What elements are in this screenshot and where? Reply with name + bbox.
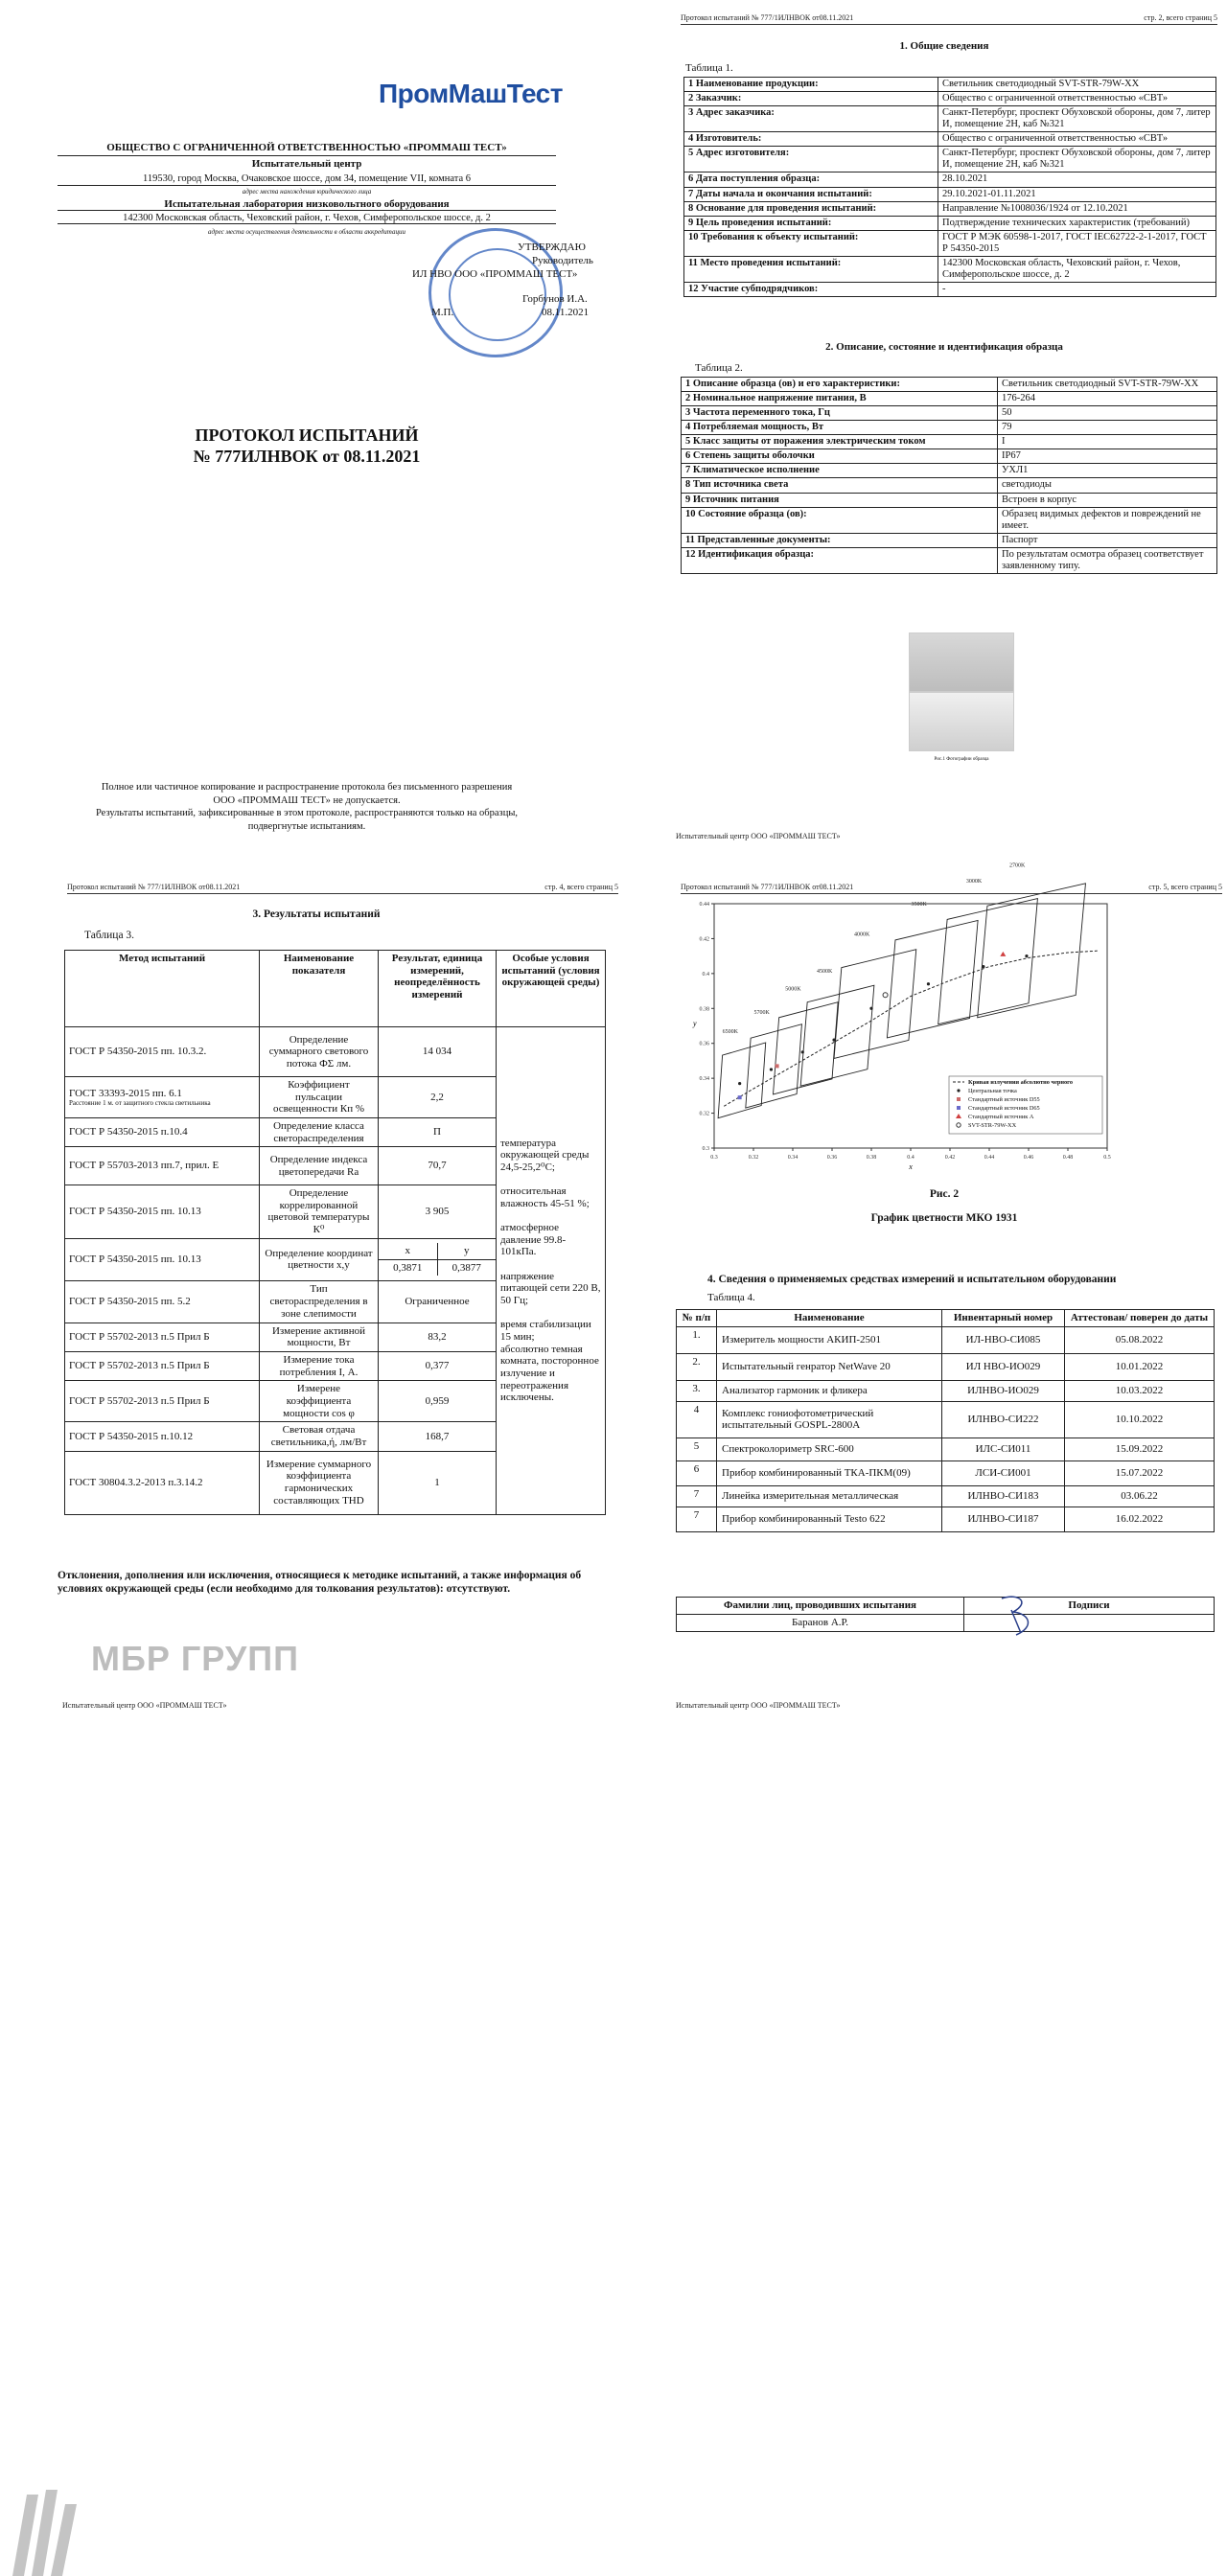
field-value: 29.10.2021-01.11.2021	[938, 187, 1216, 201]
field-value: Образец видимых дефектов и повреждений не имеет.	[998, 507, 1217, 533]
result-cell	[379, 1238, 497, 1280]
table1-caption: Таблица 1.	[685, 62, 733, 74]
equipment-name: Испытательный генратор NetWave 20	[717, 1353, 942, 1380]
method-text: ГОСТ 33393-2015 пп. 6.1	[69, 1087, 182, 1099]
equipment-name: Спектроколориметр SRC-600	[717, 1438, 942, 1460]
results-page	[0, 877, 633, 1734]
coord-x-label: x	[379, 1243, 437, 1259]
coord-y-label: y	[437, 1243, 496, 1259]
center-point	[927, 982, 930, 985]
y-tick-label: 0.3	[702, 1146, 709, 1152]
table1-row	[684, 201, 1216, 216]
field-label: 8 Основание для проведения испытаний:	[684, 201, 938, 216]
table1-row	[684, 230, 1216, 256]
result-cell: 3 905	[379, 1185, 497, 1239]
method-cell	[65, 1185, 260, 1239]
method-text: ГОСТ Р 54350-2015 пп. 5.2	[69, 1295, 191, 1307]
cct-region	[834, 950, 916, 1059]
center-address: 119530, город Москва, Очаковское шоссе, дом 34, помещение VII, комната 6	[58, 173, 556, 186]
table2-row	[682, 507, 1217, 533]
field-value: ГОСТ Р МЭК 60598-1-2017, ГОСТ IEC62722-2-1-2017, ГОСТ Р 54350-2015	[938, 230, 1216, 256]
notice-line: Полное или частичное копирование и распространение протокола без письменного разрешения	[101, 782, 513, 793]
signature-header: Подписи	[964, 1598, 1215, 1615]
header-right: стр. 4, всего страниц 5	[544, 883, 618, 891]
results-table	[64, 950, 606, 1515]
cct-label: 3000K	[965, 879, 983, 886]
field-label: 6 Дата поступления образца:	[684, 172, 938, 187]
field-value: Паспорт	[998, 533, 1217, 547]
indicator-cell: Измерение тока потребления I, А.	[260, 1352, 379, 1381]
cover-page	[0, 0, 614, 862]
table1-row	[684, 172, 1216, 187]
equipment-number: 4	[677, 1401, 717, 1438]
field-value: I	[998, 435, 1217, 449]
indicator-cell: Определение суммарного светового потока ФΣ лм.	[260, 1027, 379, 1077]
equipment-row	[677, 1460, 1215, 1485]
equipment-row	[677, 1438, 1215, 1460]
equipment-row	[677, 1380, 1215, 1401]
indicator-cell: Измерение активной мощности, Вт	[260, 1322, 379, 1351]
cct-region	[746, 1024, 802, 1108]
table2-row	[682, 435, 1217, 449]
mp-label: М.П.	[431, 307, 454, 318]
field-value: 142300 Московская область, Чеховский район, г. Чехов, Симферопольское шоссе, д. 2	[938, 256, 1216, 282]
method-text: ГОСТ Р 54350-2015 пп. 10.13	[69, 1253, 201, 1265]
x-tick-label: 0.32	[748, 1155, 759, 1161]
cct-region	[938, 899, 1038, 1024]
cct-label: 3500K	[911, 902, 927, 908]
section-4-title: 4. Сведения о применяемых средствах измерений и испытательном оборудовании	[707, 1274, 1117, 1285]
indicator-cell: Определение индекса цветопередачи Ra	[260, 1147, 379, 1185]
equipment-date: 10.10.2022	[1065, 1401, 1215, 1438]
field-label: 10 Состояние образца (ов):	[682, 507, 998, 533]
equipment-inventory: ИЛНВО-СИ187	[942, 1506, 1065, 1531]
center-point	[869, 1007, 872, 1010]
indicator-cell: Измерене коэффициента мощности cos φ	[260, 1381, 379, 1422]
signers-header: Фамилии лиц, проводивших испытания	[677, 1598, 964, 1615]
cct-label: 2700K	[1008, 862, 1026, 869]
x-tick-label: 0.5	[1103, 1155, 1111, 1161]
method-text: ГОСТ Р 54350-2015 п.10.4	[69, 1126, 188, 1138]
figure-title: График цветности МКО 1931	[870, 1212, 1018, 1224]
header-right: стр. 5, всего страниц 5	[1148, 883, 1222, 891]
x-tick-label: 0.48	[1062, 1155, 1074, 1161]
method-cell	[65, 1238, 260, 1280]
y-tick-label: 0.36	[699, 1041, 709, 1047]
sample-photo-top	[909, 632, 1014, 692]
notice-line: подвергнутые испытаниям.	[247, 820, 366, 832]
result-cell: 70,7	[379, 1147, 497, 1185]
chromaticity-page	[661, 862, 1227, 1734]
legend-entry: Стандартный источник D55	[968, 1096, 1040, 1103]
protocol-title: ПРОТОКОЛ ИСПЫТАНИЙ	[195, 426, 419, 445]
field-label: 5 Адрес изготовителя:	[684, 147, 938, 172]
cct-region	[718, 1043, 766, 1118]
method-cell	[65, 1381, 260, 1422]
indicator-cell: Световая отдача светильника,ή, лм/Вт	[260, 1422, 379, 1451]
field-label: 7 Климатическое исполнение	[682, 464, 998, 478]
field-value: IP67	[998, 449, 1217, 464]
field-value: Светильник светодиодный SVT-STR-79W-XX	[938, 78, 1216, 92]
method-cell	[65, 1451, 260, 1514]
equipment-number: 7	[677, 1485, 717, 1506]
cct-label: 5000K	[785, 986, 801, 993]
lab-note: адрес места осуществления деятельности в области аккредитации	[208, 228, 405, 236]
field-value: Встроен в корпус	[998, 493, 1217, 507]
x-tick-label: 0.46	[1023, 1155, 1034, 1161]
result-cell: 0,959	[379, 1381, 497, 1422]
equipment-date: 03.06.22	[1065, 1485, 1215, 1506]
equipment-date: 05.08.2022	[1065, 1326, 1215, 1353]
equipment-number: 6	[677, 1460, 717, 1485]
y-axis-label: y	[693, 1019, 697, 1028]
sample-point	[883, 993, 888, 998]
table1-row	[684, 106, 1216, 132]
equipment-row	[677, 1485, 1215, 1506]
method-cell	[65, 1147, 260, 1185]
page-header	[67, 883, 618, 894]
method-cell	[65, 1027, 260, 1077]
field-value: Подтверждение технических характеристик (требований)	[938, 216, 1216, 230]
equipment-date: 10.01.2022	[1065, 1353, 1215, 1380]
equipment-name: Комплекс гониофотометрический испытательный GOSPL-2800A	[717, 1401, 942, 1438]
col-equipment-name: Наименование	[717, 1310, 942, 1327]
cct-label: 6500K	[722, 1029, 738, 1036]
table2-row	[682, 392, 1217, 406]
x-tick-label: 0.3	[710, 1155, 718, 1161]
table1-row	[684, 78, 1216, 92]
field-label: 9 Цель проведения испытаний:	[684, 216, 938, 230]
x-tick-label: 0.36	[826, 1155, 838, 1161]
cct-label: 4000K	[854, 932, 870, 938]
table2-row	[682, 378, 1217, 392]
equipment-inventory: ЛСИ-СИ001	[942, 1460, 1065, 1485]
equipment-row	[677, 1353, 1215, 1380]
table1-row	[684, 92, 1216, 106]
legend-entry: Стандартный источник D65	[968, 1105, 1040, 1112]
field-value: Санкт-Петербург, проспект Обуховской обороны, дом 7, литер И, помещение 2Н, каб №321	[938, 106, 1216, 132]
cct-label: 5700K	[753, 1009, 770, 1016]
x-tick-label: 0.44	[984, 1155, 995, 1161]
method-text: ГОСТ Р 55702-2013 п.5 Прил Б	[69, 1360, 210, 1372]
table1-row	[684, 256, 1216, 282]
equipment-name: Прибор комбинированный ТКА-ПКМ(09)	[717, 1460, 942, 1485]
method-cell	[65, 1280, 260, 1322]
field-value: 79	[998, 421, 1217, 435]
method-text: ГОСТ Р 55702-2013 п.5 Прил Б	[69, 1394, 210, 1407]
cct-label: 4500K	[817, 969, 833, 976]
table4-caption: Таблица 4.	[707, 1292, 755, 1303]
equipment-inventory: ИЛНВО-СИ222	[942, 1401, 1065, 1438]
page-footer: Испытательный центр ООО «ПРОММАШ ТЕСТ»	[62, 1701, 227, 1710]
coord-x-value: 0,3871	[379, 1259, 437, 1276]
field-label: 3 Адрес заказчика:	[684, 106, 938, 132]
method-note: Расстояние 1 м. от защитного стекла светильника	[69, 1099, 211, 1108]
page-footer: Испытательный центр ООО «ПРОММАШ ТЕСТ»	[676, 832, 841, 840]
field-label: 1 Описание образца (ов) и его характеристики:	[682, 378, 998, 392]
lab-address: 142300 Московская область, Чеховский район, г. Чехов, Симферопольское шоссе, д. 2	[58, 213, 556, 224]
header-left: Протокол испытаний № 777/1ИЛНВОК от08.11.2021	[67, 883, 241, 891]
field-value: По результатам осмотра образец соответствует заявленному типу.	[998, 547, 1217, 573]
result-cell: 14 034	[379, 1027, 497, 1077]
table2-row	[682, 547, 1217, 573]
method-text: ГОСТ 30804.3.2-2013 п.3.14.2	[69, 1476, 203, 1488]
center-point	[770, 1068, 773, 1070]
signer-name: Баранов А.Р.	[677, 1614, 964, 1631]
method-text: ГОСТ Р 54350-2015 пп. 10.13	[69, 1206, 201, 1218]
col-inventory: Инвентарный номер	[942, 1310, 1065, 1327]
x-tick-label: 0.34	[787, 1155, 799, 1161]
field-label: 3 Частота переменного тока, Гц	[682, 406, 998, 421]
equipment-row	[677, 1326, 1215, 1353]
method-text: ГОСТ Р 55703-2013 пп.7, прил. Е	[69, 1160, 220, 1172]
table2-row	[682, 464, 1217, 478]
field-label: 11 Место проведения испытаний:	[684, 256, 938, 282]
field-value: УХЛ1	[998, 464, 1217, 478]
equipment-inventory: ИЛС-СИ011	[942, 1438, 1065, 1460]
cct-region	[887, 920, 978, 1037]
handwritten-signature-icon	[992, 1591, 1050, 1639]
result-cell: 1	[379, 1451, 497, 1514]
method-text: ГОСТ Р 54350-2015 п.10.12	[69, 1430, 194, 1442]
coord-y-value: 0,3877	[451, 1261, 481, 1274]
table1-row	[684, 282, 1216, 296]
photo-caption: Рис.1 Фотографии образца	[934, 757, 989, 762]
indicator-cell: Измерение суммарного коэффициента гармонических составляющих THD	[260, 1451, 379, 1514]
approve-label: УТВЕРЖДАЮ	[518, 242, 586, 253]
signer-name: Горбунов И.А.	[522, 293, 588, 305]
method-cell	[65, 1322, 260, 1351]
section-3-title: 3. Результаты испытаний	[252, 908, 381, 920]
protocol-number: № 777ИЛНВОК от 08.11.2021	[193, 447, 421, 466]
indicator-cell: Определение координат цветности x,y	[260, 1238, 379, 1280]
col-result: Результат, единица измерений, неопределённость измерений	[379, 951, 497, 1027]
legend-swatch	[957, 1106, 961, 1110]
field-value: Общество с ограниченной ответственностью «СВТ»	[938, 132, 1216, 147]
org-name: ОБЩЕСТВО С ОГРАНИЧЕННОЙ ОТВЕТСТВЕННОСТЬЮ «ПРОММАШ ТЕСТ»	[106, 142, 507, 153]
watermark-text: МБР ГРУПП	[91, 1639, 299, 1678]
field-value: светодиоды	[998, 478, 1217, 493]
table2-row	[682, 449, 1217, 464]
conditions-cell: температура окружающей среды 24,5-25,2⁰С; относительная влажность 45-51 %; атмосферное давление 99.8-101кПа. напряжение питающей сети 220 В, 50 Гц; время стабилизации 15 мин; абсолютно темная комната, посторонное излучение и переотражения исключены.	[497, 1027, 606, 1515]
d65-marker	[738, 1095, 742, 1099]
table2-caption: Таблица 2.	[695, 362, 743, 374]
equipment-number: 7	[677, 1506, 717, 1531]
table2-row	[682, 493, 1217, 507]
equipment-date: 10.03.2022	[1065, 1380, 1215, 1401]
center-point	[738, 1082, 741, 1085]
result-cell: П	[379, 1117, 497, 1146]
col-conditions: Особые условия испытаний (условия окружающей среды)	[497, 951, 606, 1027]
result-cell: 0,377	[379, 1352, 497, 1381]
method-cell	[65, 1117, 260, 1146]
legend-swatch	[957, 1097, 961, 1101]
signatures-table	[676, 1597, 1215, 1632]
deviation-note: Отклонения, дополнения или исключения, относящиеся к методике испытаний, а также информация об условиях окружающей среды (если необходимо для толкования результатов): отсутствуют.	[58, 1570, 582, 1595]
y-tick-label: 0.34	[699, 1076, 709, 1083]
d55-marker	[776, 1064, 779, 1068]
header-left: Протокол испытаний № 777/1ИЛНВОК от08.11.2021	[681, 883, 854, 891]
legend-entry: SVT-STR-79W-XX	[968, 1122, 1017, 1129]
section-1-title: 1. Общие сведения	[899, 40, 989, 52]
table1-row	[684, 132, 1216, 147]
company-logo: ПромМашТест	[379, 79, 563, 108]
table3-caption: Таблица 3.	[84, 930, 135, 941]
col-name: Наименование показателя	[260, 951, 379, 1027]
field-value: 28.10.2021	[938, 172, 1216, 187]
source-a-marker	[1000, 952, 1006, 956]
sample-description-table	[681, 377, 1217, 574]
equipment-date: 15.09.2022	[1065, 1438, 1215, 1460]
field-label: 9 Источник питания	[682, 493, 998, 507]
indicator-cell: Определение коррелированной цветовой температуры К⁰	[260, 1185, 379, 1239]
y-tick-label: 0.38	[699, 1006, 709, 1013]
method-cell	[65, 1077, 260, 1118]
equipment-table	[676, 1309, 1215, 1532]
equipment-inventory: ИЛНВО-СИ183	[942, 1485, 1065, 1506]
header-left: Протокол испытаний № 777/1ИЛНВОК от08.11.2021	[681, 13, 854, 22]
header-right: стр. 2, всего страниц 5	[1144, 13, 1217, 22]
field-label: 7 Даты начала и окончания испытаний:	[684, 187, 938, 201]
table2-row	[682, 533, 1217, 547]
legend-entry: Центральная точка	[968, 1088, 1017, 1094]
col-method: Метод испытаний	[65, 951, 260, 1027]
field-label: 8 Тип источника света	[682, 478, 998, 493]
notice-line: Результаты испытаний, зафиксированные в этом протоколе, распространяются только на образцы,	[95, 808, 519, 819]
table1-row	[684, 147, 1216, 172]
section-2-title: 2. Описание, состояние и идентификация образца	[825, 341, 1063, 353]
head-org: ИЛ НВО ООО «ПРОММАШ ТЕСТ»	[412, 268, 578, 280]
equipment-date: 15.07.2022	[1065, 1460, 1215, 1485]
indicator-cell: Определение класса светораспределения	[260, 1117, 379, 1146]
general-info-page	[661, 0, 1227, 862]
equipment-name: Измеритель мощности АКИП-2501	[717, 1326, 942, 1353]
y-tick-label: 0.44	[699, 902, 709, 908]
field-value: Светильник светодиодный SVT-STR-79W-XX	[998, 378, 1217, 392]
approve-date: 08.11.2021	[542, 307, 590, 318]
result-row	[65, 1027, 606, 1077]
notice-line: ООО «ПРОММАШ ТЕСТ» не допускается.	[213, 794, 401, 806]
field-label: 12 Участие субподрядчиков:	[684, 282, 938, 296]
watermark-logo-icon	[8, 2485, 94, 2576]
table1-row	[684, 187, 1216, 201]
equipment-date: 16.02.2022	[1065, 1506, 1215, 1531]
field-label: 2 Номинальное напряжение питания, В	[682, 392, 998, 406]
col-number: № п/п	[677, 1310, 717, 1327]
field-label: 10 Требования к объекту испытаний:	[684, 230, 938, 256]
center-name: Испытательный центр	[251, 158, 362, 170]
lab-name: Испытательная лаборатория низковольтного оборудования	[58, 198, 556, 211]
equipment-inventory: ИЛ-НВО-СИ085	[942, 1326, 1065, 1353]
field-label: 11 Представленные документы:	[682, 533, 998, 547]
table2-row	[682, 478, 1217, 493]
table2-row	[682, 406, 1217, 421]
field-value: Общество с ограниченной ответственностью «СВТ»	[938, 92, 1216, 106]
page-footer: Испытательный центр ООО «ПРОММАШ ТЕСТ»	[676, 1701, 841, 1710]
equipment-number: 5	[677, 1438, 717, 1460]
general-info-table	[683, 77, 1216, 297]
table2-row	[682, 421, 1217, 435]
result-cell: 83,2	[379, 1322, 497, 1351]
equipment-inventory: ИЛНВО-ИО029	[942, 1380, 1065, 1401]
address-note: адрес места нахождения юридического лица	[242, 188, 372, 196]
field-label: 6 Степень защиты оболочки	[682, 449, 998, 464]
indicator-cell: Коэффициент пульсации освещенности Кп %	[260, 1077, 379, 1118]
page-header	[681, 13, 1217, 25]
field-label: 2 Заказчик:	[684, 92, 938, 106]
x-axis-label: x	[909, 1162, 913, 1171]
field-value: 176-264	[998, 392, 1217, 406]
method-text: ГОСТ Р 54350-2015 пп. 10.3.2.	[69, 1046, 207, 1058]
y-tick-label: 0.32	[699, 1111, 709, 1117]
field-label: 12 Идентификация образца:	[682, 547, 998, 573]
field-label: 1 Наименование продукции:	[684, 78, 938, 92]
table1-row	[684, 216, 1216, 230]
y-tick-label: 0.42	[699, 936, 709, 943]
head-label: Руководитель	[532, 255, 593, 266]
method-text: ГОСТ Р 55702-2013 п.5 Прил Б	[69, 1331, 210, 1344]
equipment-name: Линейка измерительная металлическая	[717, 1485, 942, 1506]
method-cell	[65, 1422, 260, 1451]
result-cell: Ограниченное	[379, 1280, 497, 1322]
equipment-name: Прибор комбинированный Testo 622	[717, 1506, 942, 1531]
field-label: 4 Изготовитель:	[684, 132, 938, 147]
sample-photo-bottom	[909, 692, 1014, 751]
cct-region	[774, 1002, 839, 1094]
center-point	[1025, 954, 1028, 957]
x-tick-label: 0.38	[866, 1155, 877, 1161]
page-header	[681, 883, 1222, 894]
field-label: 5 Класс защиты от поражения электрическим током	[682, 435, 998, 449]
copy-notice	[58, 781, 556, 834]
equipment-name: Анализатор гармоник и фликера	[717, 1380, 942, 1401]
legend-entry: Кривая излучения абсолютно черного	[968, 1079, 1073, 1086]
equipment-number: 3.	[677, 1380, 717, 1401]
y-tick-label: 0.4	[702, 971, 709, 978]
field-label: 4 Потребляемая мощность, Вт	[682, 421, 998, 435]
equipment-number: 1.	[677, 1326, 717, 1353]
figure-label: Рис. 2	[929, 1188, 960, 1200]
legend-swatch	[957, 1089, 960, 1092]
indicator-cell: Тип светораспределения в зоне слепимости	[260, 1280, 379, 1322]
field-value: Санкт-Петербург, проспект Обуховской обороны, дом 7, литер И, помещение 2Н, каб №321	[938, 147, 1216, 172]
result-cell: 168,7	[379, 1422, 497, 1451]
legend-entry: Стандартный источник А	[968, 1114, 1034, 1120]
field-value: Направление №1008036/1924 от 12.10.2021	[938, 201, 1216, 216]
equipment-inventory: ИЛ НВО-ИО029	[942, 1353, 1065, 1380]
method-cell	[65, 1352, 260, 1381]
x-tick-label: 0.42	[944, 1155, 956, 1161]
equipment-row	[677, 1401, 1215, 1438]
cct-region	[800, 985, 874, 1086]
equipment-number: 2.	[677, 1353, 717, 1380]
field-value: -	[938, 282, 1216, 296]
equipment-row	[677, 1506, 1215, 1531]
result-cell: 2,2	[379, 1077, 497, 1118]
field-value: 50	[998, 406, 1217, 421]
x-tick-label: 0.4	[907, 1155, 914, 1161]
col-valid-until: Аттестован/ поверен до даты	[1065, 1310, 1215, 1327]
